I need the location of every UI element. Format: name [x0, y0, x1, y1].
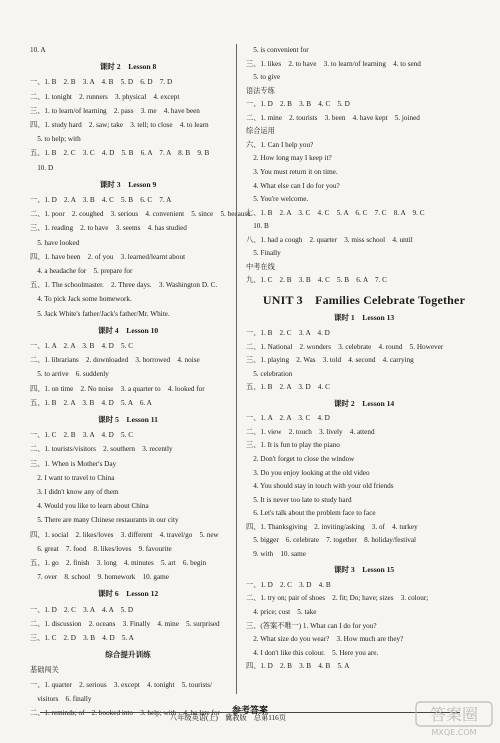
answer-line: 3. You must return it on time.	[246, 167, 338, 176]
answer-line: 一、1. B 2. C 3. A 4. D	[246, 329, 330, 337]
answer-line: 三、1. C 2. D 3. B 4. D 5. A	[30, 634, 134, 642]
answer-line: 10. D	[30, 163, 54, 172]
answer-line: 一、1. B 2. B 3. A 4. B 5. D 6. D 7. D	[30, 78, 173, 87]
answer-line: 三、1. reading 2. to have 3. seems 4. has studied	[30, 224, 187, 233]
answer-line: 4. a headache for 5. prepare for	[30, 267, 133, 275]
answer-line: 2. What size do you wear? 3. How much are they?	[246, 635, 404, 644]
answer-line: 四、1. social 2. likes/loves 3. different 4. travel/go 5. new	[30, 530, 219, 539]
answer-line: 二、1. National 2. wonders 3. celebrate 4. round 5. However	[246, 342, 444, 351]
answer-line: 一、1. D 2. C 3. D 4. B	[246, 580, 331, 589]
footer-subtitle: 八年级英语(上) 冀教版 总第116页	[170, 714, 286, 722]
answer-line: 一、1. D 2. C 3. A 4. A 5. D	[30, 605, 134, 614]
answer-line: 一、1. C 2. B 3. A 4. D 5. C	[30, 431, 134, 440]
answer-line: 一、1. quarter 2. serious 3. except 4. tonight 5. tourists/	[30, 680, 213, 689]
watermark-url: MXQE.COM	[431, 728, 477, 737]
column-divider	[236, 44, 237, 694]
answer-line: 四、1. on time 2. No noise 3. a quarter to 4. looked for	[30, 384, 205, 393]
answer-line: 5. It is never too late to study hard	[246, 495, 352, 504]
answer-line: 三、1. likes 2. to have 3. to learn/of learning 4. to send	[246, 59, 421, 68]
answer-line: 语法专练	[246, 86, 275, 95]
answer-line: 基础闯关	[30, 666, 59, 675]
answer-line: 二、1. reminds; of 2. booked into 3. help; with 4. he late for	[30, 709, 220, 717]
answer-line: 5. bigger 6. celebrate 7. together 8. holiday/festival	[246, 536, 417, 545]
answer-line: 二、1. discussion 2. oceans 3. Finally 4. mine 5. surprised	[30, 619, 220, 628]
lesson-heading: 课时 4 Lesson 10	[97, 325, 159, 335]
answer-line: 6. great 7. food 8. likes/loves 9. favourite	[30, 544, 172, 553]
answer-line: 二、1. poor 2. coughed 3. serious 4. convenient 5. since 5. because	[30, 210, 251, 219]
answer-line: 2. How long may I keep it?	[246, 154, 332, 163]
lesson-heading: 课时 1 Lesson 13	[333, 313, 395, 323]
answer-line: 5. to arrive 6. suddenly	[30, 370, 109, 379]
answer-line: 4. I don't like this colour. 5. Here you are.	[246, 648, 379, 657]
answer-line: 五、1. B 2. A 3. B 4. D 5. A 6. A	[30, 398, 152, 407]
unit-title: UNIT 3 Families Celebrate Together	[262, 292, 466, 307]
answer-line: 四、1. Thanksgiving 2. inviting/asking 3. of 4. turkey	[246, 522, 418, 531]
answer-line: visitors 6. finally	[30, 694, 92, 703]
answer-line: 5. celebration	[246, 369, 293, 378]
answer-line: 二、1. tourists/visitors 2. southern 3. recently	[30, 445, 173, 454]
answer-line: 六、1. Can I help you?	[246, 140, 314, 149]
answer-line: 10. A	[30, 46, 46, 54]
answer-line: 4. You should stay in touch with your old friends	[246, 482, 394, 491]
answer-line: 5. to give	[246, 73, 281, 82]
answer-line: 10. B	[246, 222, 269, 231]
answer-line: 2. Don't forget to close the window	[246, 454, 355, 463]
answer-line: 中考在线	[246, 262, 275, 271]
watermark-logo	[414, 700, 494, 738]
answer-line: 三、(答案不唯一) 1. What can I do for you?	[246, 621, 377, 630]
answer-line: 5. There are many Chinese restaurants in our city	[30, 516, 179, 525]
answer-line: 三、1. playing 2. Was 3. told 4. second 4. carrying	[246, 356, 414, 365]
answer-line: 9. with 10. same	[246, 549, 306, 558]
answer-line: 5. to help; with	[30, 135, 81, 144]
lesson-heading: 课时 3 Lesson 15	[333, 565, 395, 575]
answer-line: 5. You're welcome.	[246, 195, 309, 204]
watermark-text: 答案圈	[429, 705, 479, 724]
answer-line: 2. I want to travel to China	[30, 473, 115, 482]
answer-line: 五、1. The schoolmaster. 2. Three days. 3. Washington D. C.	[30, 281, 218, 290]
answer-line: 3. I didn't know any of them	[30, 488, 119, 496]
answer-line: 二、1. view 2. touch 3. lively 4. attend	[246, 427, 375, 436]
answer-line: 三、1. When is Mother's Day	[30, 459, 117, 468]
answer-line: 一、1. D 2. A 3. B 4. C 5. B 6. C 7. A	[30, 196, 172, 204]
answer-line: 4. What else can I do for you?	[246, 181, 340, 190]
lesson-heading: 课时 5 Lesson 11	[98, 415, 158, 424]
answer-line: 一、1. A 2. A 3. C 4. D	[246, 414, 330, 423]
answer-line: 九、1. C 2. B 3. B 4. C 5. B 6. A 7. C	[246, 276, 387, 285]
answer-line: 4. Would you like to learn about China	[30, 502, 149, 511]
answer-line: 5. Jack White's father/Jack's father/Mr. White.	[30, 309, 170, 318]
answer-line: 一、1. D 2. B 3. B 4. C 5. D	[246, 100, 350, 109]
answer-line: 一、1. A 2. A 3. B 4. D 5. C	[30, 342, 134, 350]
answer-line: 3. Do you enjoy looking at the old video	[246, 468, 370, 477]
answer-line: 二、1. tonight 2. runners 3. physical 4. except	[30, 92, 180, 101]
answer-line: 二、1. librarians 2. downloaded 3. borrowed 4. noise	[30, 356, 200, 365]
lesson-heading: 课时 6 Lesson 12	[97, 589, 159, 599]
answer-line: 5. have looked	[30, 238, 80, 247]
answer-line: 四、1. study hard 2. saw; take 3. tell; to close 4. to learn	[30, 121, 209, 129]
answer-line: 二、1. mine 2. tourists 3. been 4. have kept 5. joined	[246, 113, 420, 122]
answer-line: 五、1. B 2. A 3. D 4. C	[246, 383, 330, 392]
answer-line: 二、1. try on; pair of shoes 2. fit; Do; have; sizes 3. colour;	[246, 594, 429, 603]
answer-line: 6. Let's talk about the problem face to face	[246, 509, 376, 518]
answer-line: 4. price; cost 5. take	[246, 608, 317, 616]
answer-line: 四、1. D 2. B 3. B 4. B 5. A	[246, 662, 350, 671]
answer-line: 三、1. It is fun to play the piano	[246, 441, 340, 450]
answer-line: 三、1. to learn/of learning 2. pass 3. me 4. have been	[30, 106, 200, 115]
answer-line: 4. To pick Jack some homework.	[30, 295, 132, 304]
answer-line: 7. over 8. school 9. homework 10. game	[30, 573, 169, 582]
lesson-heading: 课时 2 Lesson 14	[333, 398, 395, 408]
answer-line: 综合运用	[246, 127, 275, 136]
answer-line: 七、1. B 2. A 3. C 4. C 5. A 6. C 7. C 8. A 9. C	[246, 208, 425, 217]
answer-line: 五、1. B 2. C 3. C 4. D 5. B 6. A 7. A 8. B 9. B	[30, 149, 210, 158]
answer-line: 八、1. had a cough 2. quarter 3. miss school 4. until	[246, 235, 413, 244]
answer-line: 5. is convenient for	[246, 46, 309, 54]
footer-title: 参考答案	[231, 705, 268, 715]
lesson-heading: 课时 2 Lesson 8	[99, 62, 157, 72]
lesson-heading: 综合提升训练	[105, 650, 151, 660]
answer-line: 五、1. go 2. finish 3. long 4. minutes 5. art 6. begin	[30, 559, 207, 567]
answer-line: 四、1. have been 2. of you 3. learned/learnt about	[30, 252, 186, 261]
answer-line: 5. Finally	[246, 249, 281, 258]
lesson-heading: 课时 3 Lesson 9	[99, 179, 157, 189]
